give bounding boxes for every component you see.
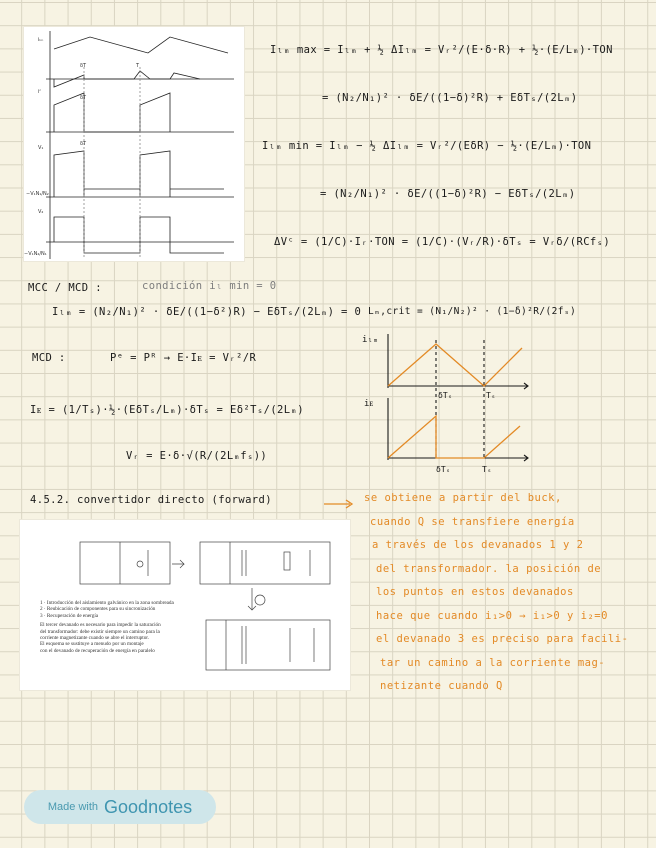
note-line: cuando Q se transfiere energía xyxy=(370,515,575,528)
doc-line: El tercer devanado es necesario para impedir la saturación xyxy=(40,622,161,629)
wave-label-dt2: δT xyxy=(80,95,87,101)
eq-mcd: Pᵉ = Pᴿ → E·Iᴇ = Vᵣ²/R xyxy=(110,352,257,364)
wave-label-t1: T xyxy=(136,63,140,69)
wave-label-dt1: δT xyxy=(80,63,87,69)
graph-top-label: iₗₘ xyxy=(362,335,379,345)
note-line: del transformador. la posición de xyxy=(376,562,602,575)
wave-label-v1: V₁ xyxy=(38,145,44,151)
doc-line: del transformador: debe existir siempre un camino para la xyxy=(40,628,160,635)
wave-label-v2: V₂ xyxy=(38,209,44,215)
doc-line: con el devanado de recuperación de energía en paralelo xyxy=(40,647,155,654)
graph-tick-dts-bottom: δTₛ xyxy=(436,465,451,474)
mcc-condition: condición iₗ min = 0 xyxy=(142,280,277,292)
note-line: se obtiene a partir del buck, xyxy=(364,492,562,504)
eq-ie: Iᴇ = (1/Tₛ)·½·(EδTₛ/Lₘ)·δTₛ = Eδ²Tₛ/(2Lₘ) xyxy=(30,404,304,416)
wave-label-neg-v2: −V₁N₂/N₁ xyxy=(24,251,47,257)
eq-il-max-a: Iₗₘ max = Iₗₘ + ½ ΔIₗₘ = Vᵣ²/(E·δ·R) + ½·(E/Lₘ)·TON xyxy=(270,44,613,56)
ilm-ie-graph xyxy=(360,330,540,480)
note-line: hace que cuando i₁>0 → i₁>0 y i₂=0 xyxy=(376,609,608,622)
waveform-diagram xyxy=(24,27,244,261)
eq-vr: Vᵣ = E·δ·√(R/(2Lₘfₛ)) xyxy=(126,450,268,462)
note-line: los puntos en estos devanados xyxy=(376,586,574,598)
wave-label-neg-v1: −V₁N₁/N₂ xyxy=(26,191,49,197)
forward-converter-image xyxy=(20,520,350,690)
notes-block xyxy=(364,492,628,704)
doc-line: 3 · Recuperación de energía xyxy=(40,612,99,619)
wave-label-ic: iᶜ xyxy=(38,89,42,95)
mcc-title: MCC / MCD : xyxy=(28,282,102,294)
graph-tick-ts-bottom: Tₛ xyxy=(482,465,492,474)
section-title: 4.5.2. convertidor directo (forward) xyxy=(30,494,272,506)
doc-line: El esquema se sustituye a menudo por un montaje xyxy=(40,641,144,648)
note-line: a través de los devanados 1 y 2 xyxy=(372,539,584,551)
arrow-icon xyxy=(322,498,356,510)
eq-lm-crit: Lₘ,crit = (N₁/N₂)² · (1−δ)²R/(2fₛ) xyxy=(368,306,577,317)
wave-label-ilm: iₗₘ xyxy=(38,37,44,43)
made-with-label: Made with xyxy=(47,801,99,813)
eq-il-min-b: = (N₂/N₁)² · δE/((1−δ)²R) − EδTₛ/(2Lₘ) xyxy=(320,188,576,200)
note-line: netizante cuando ̄Q xyxy=(380,680,503,692)
doc-line: corriente magnetizante cuando se abre el interruptor. xyxy=(40,635,150,642)
note-line: tar un camino a la corriente mag- xyxy=(380,656,606,669)
waveform-image xyxy=(24,27,244,261)
graph-tick-ts-top: Tₛ xyxy=(486,391,496,400)
made-with-goodnotes-badge[interactable] xyxy=(24,790,216,824)
eq-dvc: ΔVᶜ = (1/C)·Iᵣ·TON = (1/C)·(Vᵣ/R)·δTₛ = Vᵣδ/(RCfₛ) xyxy=(274,236,611,248)
eq-il-max-b: = (N₂/N₁)² · δE/((1−δ)²R) + EδTₛ/(2Lₘ) xyxy=(322,92,578,104)
goodnotes-logo: Goodnotes xyxy=(104,796,193,817)
note-line: el devanado 3 es preciso para facili- xyxy=(376,633,629,645)
graph-bottom-label: iᴇ xyxy=(364,399,374,409)
doc-excerpt xyxy=(40,600,174,654)
eq-il-min-a: Iₗₘ min = Iₗₘ − ½ ΔIₗₘ = Vᵣ²/(EδR) − ½·(E/Lₘ)·TON xyxy=(262,140,592,152)
eq-ilm: Iₗₘ = (N₂/N₁)² · δE/((1−δ²)R) − EδTₛ/(2Lₘ) = 0 xyxy=(52,306,362,318)
mcd-title: MCD : xyxy=(32,352,66,364)
wave-label-dt3: δT xyxy=(80,141,87,147)
doc-line: 1 · Introducción del aislamiento galvánico en la zona sombreada xyxy=(40,600,174,606)
graph-tick-dts-top: δTₛ xyxy=(438,391,453,400)
doc-line: 2 · Reubicación de componentes para su sincronización xyxy=(40,606,156,613)
